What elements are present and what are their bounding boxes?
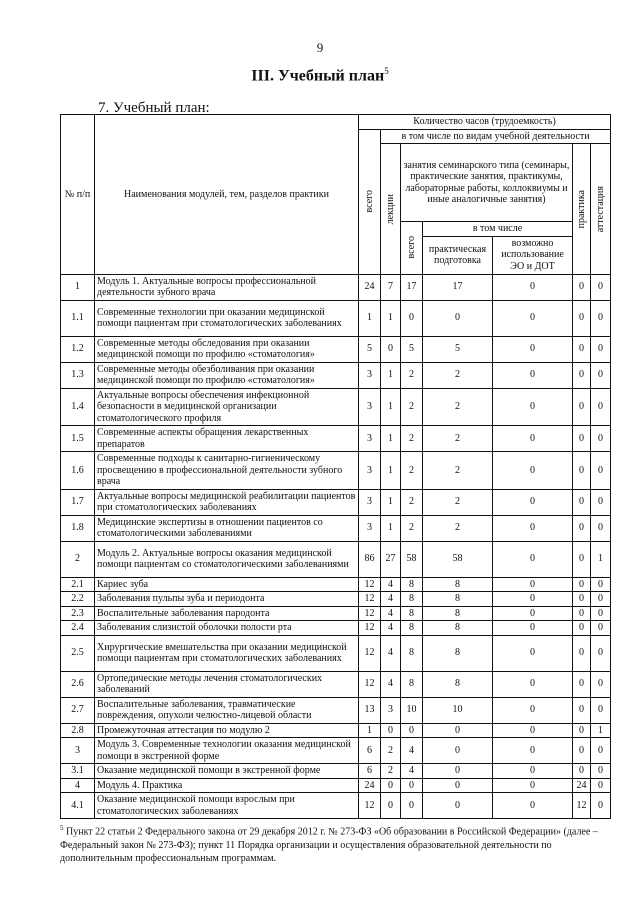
- row-name: Модуль 3. Современные технологии оказания медицинской помощи в экстренной форме: [95, 738, 359, 764]
- row-name: Современные методы обследования при оказании медицинской помощи по профилю «стоматология»: [95, 336, 359, 362]
- cell-eo-dot: 0: [493, 592, 573, 607]
- row-number: 2.7: [61, 697, 95, 723]
- footnote-number: 5: [60, 824, 64, 832]
- cell-eo-dot: 0: [493, 778, 573, 793]
- cell-attestation: 0: [591, 577, 611, 592]
- cell-practical-prep: 8: [423, 671, 493, 697]
- cell-seminar-total: 2: [401, 452, 423, 490]
- cell-practical-prep: 2: [423, 362, 493, 388]
- cell-seminar-total: 8: [401, 592, 423, 607]
- cell-practical-prep: 2: [423, 452, 493, 490]
- header-practice: [573, 144, 591, 275]
- cell-lectures: 1: [381, 426, 401, 452]
- footnote: [60, 824, 612, 866]
- module-row: [61, 778, 611, 793]
- cell-eo-dot: 0: [493, 606, 573, 621]
- row-number: 2.6: [61, 671, 95, 697]
- row-name: Современные методы обезболивания при оказании медицинской помощи по профилю «стоматология»: [95, 362, 359, 388]
- cell-total: 1: [359, 723, 381, 738]
- row-name: Современные подходы к санитарно-гигиеническому просвещению в профессиональной деятельности зубного врача: [95, 452, 359, 490]
- cell-total: 12: [359, 635, 381, 671]
- cell-seminar-total: 8: [401, 635, 423, 671]
- cell-practical-prep: 8: [423, 592, 493, 607]
- row-number: 2: [61, 541, 95, 577]
- cell-seminar-total: 2: [401, 489, 423, 515]
- cell-lectures: 2: [381, 738, 401, 764]
- table-row: [61, 362, 611, 388]
- cell-lectures: 27: [381, 541, 401, 577]
- header-seminar-total-label: всего: [405, 236, 417, 259]
- header-lectures-label: лекции: [384, 193, 396, 224]
- cell-eo-dot: 0: [493, 697, 573, 723]
- cell-practice: 0: [573, 764, 591, 779]
- cell-attestation: 0: [591, 606, 611, 621]
- table-row: [61, 621, 611, 636]
- row-number: 1.8: [61, 515, 95, 541]
- cell-practice: 0: [573, 697, 591, 723]
- table-row: [61, 300, 611, 336]
- table-row: [61, 635, 611, 671]
- cell-seminar-total: 17: [401, 274, 423, 300]
- table-row: [61, 793, 611, 819]
- module-row: [61, 541, 611, 577]
- cell-practical-prep: 8: [423, 577, 493, 592]
- cell-eo-dot: 0: [493, 764, 573, 779]
- header-hours: Количество часов (трудоемкость): [359, 115, 611, 130]
- cell-attestation: 0: [591, 697, 611, 723]
- cell-seminar-total: 0: [401, 793, 423, 819]
- cell-total: 1: [359, 300, 381, 336]
- cell-lectures: 0: [381, 778, 401, 793]
- cell-eo-dot: 0: [493, 738, 573, 764]
- cell-eo-dot: 0: [493, 577, 573, 592]
- cell-lectures: 4: [381, 577, 401, 592]
- cell-attestation: 0: [591, 515, 611, 541]
- cell-practical-prep: 10: [423, 697, 493, 723]
- cell-lectures: 4: [381, 621, 401, 636]
- cell-total: 3: [359, 489, 381, 515]
- footnote-divider: [60, 818, 215, 819]
- cell-total: 3: [359, 426, 381, 452]
- header-eo-dot: возможно использование ЭО и ДОТ: [493, 236, 573, 274]
- row-number: 4.1: [61, 793, 95, 819]
- cell-total: 6: [359, 764, 381, 779]
- row-name: Актуальные вопросы медицинской реабилитации пациентов при стоматологических заболеваниях: [95, 489, 359, 515]
- cell-total: 12: [359, 671, 381, 697]
- header-practice-label: практика: [575, 189, 587, 228]
- cell-practical-prep: 2: [423, 388, 493, 426]
- cell-attestation: 0: [591, 300, 611, 336]
- row-number: 1.2: [61, 336, 95, 362]
- row-number: 1.6: [61, 452, 95, 490]
- cell-practice: 0: [573, 515, 591, 541]
- cell-total: 3: [359, 388, 381, 426]
- cell-seminar-total: 2: [401, 426, 423, 452]
- cell-seminar-total: 0: [401, 300, 423, 336]
- cell-practice: 0: [573, 362, 591, 388]
- cell-total: 3: [359, 452, 381, 490]
- table-row: [61, 606, 611, 621]
- cell-eo-dot: 0: [493, 671, 573, 697]
- row-name: Современные технологии при оказании медицинской помощи пациентам при стоматологических заболеваниях: [95, 300, 359, 336]
- cell-total: 12: [359, 606, 381, 621]
- module-row: [61, 738, 611, 764]
- cell-practice: 0: [573, 426, 591, 452]
- footnote-text: Пункт 22 статьи 2 Федерального закона от 29 декабря 2012 г. № 273-ФЗ «Об образовании в Российской Федерации» (далее – Федеральный закон № 273-ФЗ); пункт 11 Порядка организации и осуществления образовательной деятельности по дополнительным профессиональным программам.: [60, 826, 598, 865]
- cell-lectures: 3: [381, 697, 401, 723]
- cell-practical-prep: 8: [423, 606, 493, 621]
- header-lectures: [381, 144, 401, 275]
- module-row: [61, 274, 611, 300]
- header-seminar: занятия семинарского типа (семинары, практические занятия, практикумы, лабораторные работы, коллоквиумы и иные аналогичные занятия): [401, 144, 573, 222]
- row-number: 1.1: [61, 300, 95, 336]
- cell-lectures: 4: [381, 606, 401, 621]
- cell-practical-prep: 8: [423, 621, 493, 636]
- row-number: 4: [61, 778, 95, 793]
- cell-attestation: 0: [591, 778, 611, 793]
- row-number: 2.4: [61, 621, 95, 636]
- table-row: [61, 489, 611, 515]
- row-number: 3.1: [61, 764, 95, 779]
- cell-eo-dot: 0: [493, 274, 573, 300]
- cell-seminar-total: 0: [401, 778, 423, 793]
- table-row: [61, 336, 611, 362]
- cell-eo-dot: 0: [493, 426, 573, 452]
- cell-practice: 0: [573, 606, 591, 621]
- cell-lectures: 1: [381, 452, 401, 490]
- table-row: [61, 577, 611, 592]
- cell-eo-dot: 0: [493, 362, 573, 388]
- cell-eo-dot: 0: [493, 388, 573, 426]
- cell-practice: 0: [573, 274, 591, 300]
- plan-label: 7. Учебный план:: [98, 100, 210, 116]
- row-number: 1.3: [61, 362, 95, 388]
- cell-practice: 0: [573, 635, 591, 671]
- table-row: [61, 388, 611, 426]
- cell-lectures: 0: [381, 723, 401, 738]
- cell-attestation: 0: [591, 362, 611, 388]
- table-row: [61, 515, 611, 541]
- cell-eo-dot: 0: [493, 515, 573, 541]
- cell-seminar-total: 10: [401, 697, 423, 723]
- cell-total: 5: [359, 336, 381, 362]
- cell-seminar-total: 8: [401, 671, 423, 697]
- row-number: 3: [61, 738, 95, 764]
- cell-lectures: 4: [381, 592, 401, 607]
- header-practical-prep: практическая подготовка: [423, 236, 493, 274]
- cell-lectures: 1: [381, 489, 401, 515]
- header-total-label: всего: [363, 190, 375, 213]
- cell-eo-dot: 0: [493, 336, 573, 362]
- cell-total: 12: [359, 577, 381, 592]
- cell-practical-prep: 0: [423, 300, 493, 336]
- cell-attestation: 0: [591, 426, 611, 452]
- cell-attestation: 0: [591, 489, 611, 515]
- cell-seminar-total: 2: [401, 515, 423, 541]
- cell-seminar-total: 4: [401, 764, 423, 779]
- curriculum-table: [60, 114, 611, 819]
- cell-practical-prep: 0: [423, 764, 493, 779]
- cell-practice: 0: [573, 336, 591, 362]
- cell-lectures: 7: [381, 274, 401, 300]
- table-header: [61, 115, 611, 275]
- cell-attestation: 0: [591, 671, 611, 697]
- row-name: Модуль 1. Актуальные вопросы профессиональной деятельности зубного врача: [95, 274, 359, 300]
- cell-seminar-total: 8: [401, 621, 423, 636]
- row-name: Оказание медицинской помощи в экстренной форме: [95, 764, 359, 779]
- cell-total: 12: [359, 793, 381, 819]
- cell-total: 13: [359, 697, 381, 723]
- cell-eo-dot: 0: [493, 635, 573, 671]
- cell-practice: 0: [573, 577, 591, 592]
- cell-lectures: 1: [381, 362, 401, 388]
- cell-attestation: 1: [591, 541, 611, 577]
- cell-attestation: 0: [591, 388, 611, 426]
- cell-total: 86: [359, 541, 381, 577]
- cell-practical-prep: 5: [423, 336, 493, 362]
- header-total: [359, 129, 381, 274]
- table-row: [61, 764, 611, 779]
- cell-seminar-total: 0: [401, 723, 423, 738]
- footnote-mark: 5: [384, 66, 389, 76]
- cell-attestation: 0: [591, 738, 611, 764]
- row-number: 2.1: [61, 577, 95, 592]
- header-attestation-label: аттестация: [594, 185, 606, 232]
- cell-practice: 0: [573, 388, 591, 426]
- cell-total: 6: [359, 738, 381, 764]
- cell-total: 12: [359, 592, 381, 607]
- cell-attestation: 0: [591, 274, 611, 300]
- cell-practice: 0: [573, 723, 591, 738]
- cell-total: 3: [359, 515, 381, 541]
- header-seminar-total: [401, 222, 423, 275]
- cell-practical-prep: 58: [423, 541, 493, 577]
- cell-practice: 0: [573, 300, 591, 336]
- table-row: [61, 452, 611, 490]
- cell-seminar-total: 2: [401, 388, 423, 426]
- cell-attestation: 1: [591, 723, 611, 738]
- cell-practical-prep: 0: [423, 738, 493, 764]
- table-row: [61, 723, 611, 738]
- cell-practical-prep: 8: [423, 635, 493, 671]
- cell-total: 3: [359, 362, 381, 388]
- row-name: Модуль 2. Актуальные вопросы оказания медицинской помощи пациентам со стоматологическими заболеваниями: [95, 541, 359, 577]
- cell-practical-prep: 0: [423, 778, 493, 793]
- header-incl: в том числе: [423, 222, 573, 237]
- row-name: Заболевания слизистой оболочки полости рта: [95, 621, 359, 636]
- cell-total: 24: [359, 778, 381, 793]
- cell-lectures: 0: [381, 336, 401, 362]
- cell-lectures: 1: [381, 515, 401, 541]
- header-num: № п/п: [61, 115, 95, 275]
- cell-seminar-total: 4: [401, 738, 423, 764]
- table-body: [61, 274, 611, 819]
- cell-seminar-total: 8: [401, 606, 423, 621]
- row-number: 1.4: [61, 388, 95, 426]
- row-number: 1: [61, 274, 95, 300]
- row-number: 2.5: [61, 635, 95, 671]
- page-number: 9: [316, 40, 324, 55]
- cell-practical-prep: 0: [423, 793, 493, 819]
- cell-seminar-total: 8: [401, 577, 423, 592]
- cell-attestation: 0: [591, 764, 611, 779]
- row-name: Ортопедические методы лечения стоматологических заболеваний: [95, 671, 359, 697]
- row-name: Оказание медицинской помощи взрослым при стоматологических заболеваниях: [95, 793, 359, 819]
- table-row: [61, 426, 611, 452]
- section-title: [0, 66, 640, 85]
- cell-eo-dot: 0: [493, 541, 573, 577]
- cell-lectures: 2: [381, 764, 401, 779]
- cell-eo-dot: 0: [493, 723, 573, 738]
- cell-attestation: 0: [591, 793, 611, 819]
- row-name: Кариес зуба: [95, 577, 359, 592]
- cell-lectures: 0: [381, 793, 401, 819]
- cell-practical-prep: 17: [423, 274, 493, 300]
- row-number: 2.8: [61, 723, 95, 738]
- cell-eo-dot: 0: [493, 793, 573, 819]
- row-name: Медицинские экспертизы в отношении пациентов со стоматологическими заболеваниями: [95, 515, 359, 541]
- row-number: 1.5: [61, 426, 95, 452]
- cell-attestation: 0: [591, 635, 611, 671]
- header-by-type: в том числе по видам учебной деятельности: [381, 129, 611, 144]
- row-name: Заболевания пульпы зуба и периодонта: [95, 592, 359, 607]
- row-number: 1.7: [61, 489, 95, 515]
- cell-practice: 0: [573, 621, 591, 636]
- row-name: Современные аспекты обращения лекарственных препаратов: [95, 426, 359, 452]
- cell-practice: 0: [573, 452, 591, 490]
- cell-practice: 12: [573, 793, 591, 819]
- table-row: [61, 671, 611, 697]
- section-title-text: III. Учебный план: [251, 67, 385, 85]
- row-name: Промежуточная аттестация по модулю 2: [95, 723, 359, 738]
- cell-attestation: 0: [591, 621, 611, 636]
- row-number: 2.2: [61, 592, 95, 607]
- cell-lectures: 1: [381, 388, 401, 426]
- cell-practical-prep: 0: [423, 723, 493, 738]
- header-attestation: [591, 144, 611, 275]
- cell-seminar-total: 58: [401, 541, 423, 577]
- row-name: Модуль 4. Практика: [95, 778, 359, 793]
- cell-attestation: 0: [591, 336, 611, 362]
- cell-seminar-total: 5: [401, 336, 423, 362]
- cell-practical-prep: 2: [423, 515, 493, 541]
- cell-lectures: 4: [381, 635, 401, 671]
- cell-practice: 0: [573, 671, 591, 697]
- row-name: Актуальные вопросы обеспечения инфекционной безопасности в медицинской организации стоматологического профиля: [95, 388, 359, 426]
- cell-seminar-total: 2: [401, 362, 423, 388]
- cell-lectures: 4: [381, 671, 401, 697]
- cell-practice: 0: [573, 541, 591, 577]
- cell-practice: 0: [573, 592, 591, 607]
- header-name: Наименования модулей, тем, разделов практики: [95, 115, 359, 275]
- table-row: [61, 697, 611, 723]
- row-name: Воспалительные заболевания пародонта: [95, 606, 359, 621]
- cell-eo-dot: 0: [493, 452, 573, 490]
- cell-practical-prep: 2: [423, 426, 493, 452]
- cell-eo-dot: 0: [493, 300, 573, 336]
- cell-practical-prep: 2: [423, 489, 493, 515]
- row-name: Воспалительные заболевания, травматические повреждения, опухоли челюстно-лицевой области: [95, 697, 359, 723]
- cell-lectures: 1: [381, 300, 401, 336]
- cell-total: 24: [359, 274, 381, 300]
- cell-attestation: 0: [591, 452, 611, 490]
- row-name: Хирургические вмешательства при оказании медицинской помощи пациентам при стоматологических заболеваниях: [95, 635, 359, 671]
- cell-practice: 24: [573, 778, 591, 793]
- cell-practice: 0: [573, 738, 591, 764]
- cell-practice: 0: [573, 489, 591, 515]
- cell-attestation: 0: [591, 592, 611, 607]
- cell-total: 12: [359, 621, 381, 636]
- row-number: 2.3: [61, 606, 95, 621]
- cell-eo-dot: 0: [493, 621, 573, 636]
- table-row: [61, 592, 611, 607]
- cell-eo-dot: 0: [493, 489, 573, 515]
